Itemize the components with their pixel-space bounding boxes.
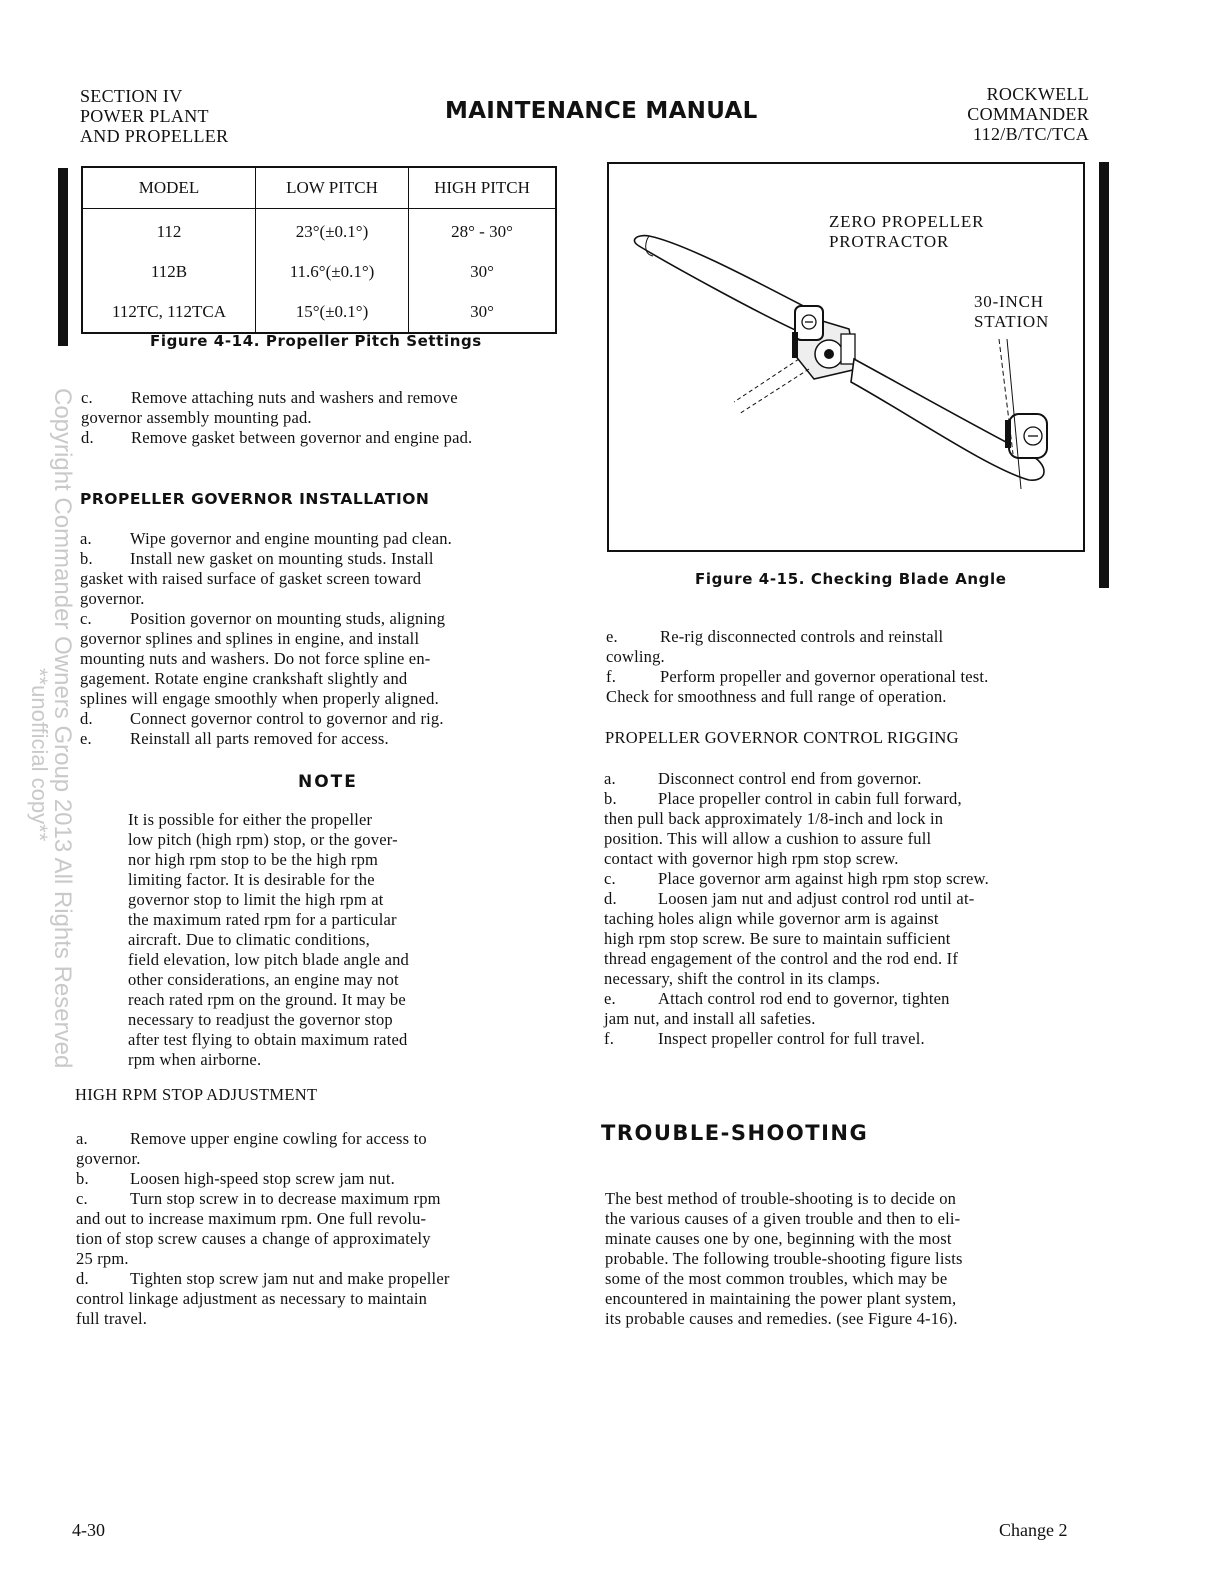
label-line: PROTRACTOR xyxy=(829,232,950,251)
label-line: STATION xyxy=(974,312,1050,331)
note-line: aircraft. Due to climatic conditions, xyxy=(128,930,370,949)
label-line: 30-INCH xyxy=(974,292,1044,311)
step-text: and out to increase maximum rpm. One full revolu- xyxy=(76,1209,427,1228)
model-line: 112/B/TC/TCA xyxy=(973,124,1089,144)
note-line: reach rated rpm on the ground. It may be xyxy=(128,990,406,1009)
model-line: COMMANDER xyxy=(967,104,1089,124)
note-body xyxy=(128,810,548,1070)
table-row xyxy=(82,292,556,333)
figure-blade-angle xyxy=(607,162,1085,552)
table-cell: 112 xyxy=(82,209,256,253)
step-text: Remove attaching nuts and washers and remove xyxy=(131,388,458,407)
table-cell: 15°(±0.1°) xyxy=(256,292,409,333)
high-rpm-heading: HIGH RPM STOP ADJUSTMENT xyxy=(75,1085,318,1104)
body-line: the various causes of a given trouble and then to eli- xyxy=(605,1209,961,1228)
section-line: POWER PLANT xyxy=(80,106,209,126)
step-text: Remove upper engine cowling for access to xyxy=(130,1129,427,1148)
step-text: full travel. xyxy=(76,1309,148,1328)
step-text: splines will engage smoothly when properly aligned. xyxy=(80,689,439,708)
rerig-steps xyxy=(606,627,1106,707)
body-line: The best method of trouble-shooting is to decide on xyxy=(605,1189,957,1208)
table-row xyxy=(82,252,556,292)
step-letter: c. xyxy=(80,609,92,628)
table-row xyxy=(82,209,556,253)
step-text: Wipe governor and engine mounting pad clean. xyxy=(130,529,452,548)
note-line: limiting factor. It is desirable for the xyxy=(128,870,375,889)
step-text: contact with governor high rpm stop screw. xyxy=(604,849,899,868)
step-letter: e. xyxy=(80,729,92,748)
step-letter: d. xyxy=(81,428,94,447)
step-text: Attach control rod end to governor, tighten xyxy=(658,989,950,1008)
table-cell: 30° xyxy=(409,252,557,292)
step-letter: b. xyxy=(76,1169,89,1188)
note-line: necessary to readjust the governor stop xyxy=(128,1010,393,1029)
step-text: cowling. xyxy=(606,647,665,666)
model-line: ROCKWELL xyxy=(986,84,1089,104)
control-rigging-heading: PROPELLER GOVERNOR CONTROL RIGGING xyxy=(605,728,959,747)
installation-steps xyxy=(80,529,580,749)
note-line: after test flying to obtain maximum rated xyxy=(128,1030,408,1049)
step-text: high rpm stop screw. Be sure to maintain sufficient xyxy=(604,929,951,948)
step-letter: c. xyxy=(604,869,616,888)
step-letter: b. xyxy=(80,549,93,568)
table-cell: 112B xyxy=(82,252,256,292)
note-line: It is possible for either the propeller xyxy=(128,810,373,829)
step-text: gasket with raised surface of gasket screen toward xyxy=(80,569,422,588)
table-cell: 23°(±0.1°) xyxy=(256,209,409,253)
step-letter: a. xyxy=(76,1129,88,1148)
body-line: encountered in maintaining the power plant system, xyxy=(605,1289,957,1308)
protractor-label xyxy=(829,212,984,252)
table-cell: 112TC, 112TCA xyxy=(82,292,256,333)
table-cell: 11.6°(±0.1°) xyxy=(256,252,409,292)
step-text: jam nut, and install all safeties. xyxy=(604,1009,816,1028)
troubleshooting-heading: TROUBLE-SHOOTING xyxy=(601,1121,869,1145)
step-text: Install new gasket on mounting studs. Install xyxy=(130,549,434,568)
section-line: AND PROPELLER xyxy=(80,126,229,146)
step-text: control linkage adjustment as necessary to maintain xyxy=(76,1289,428,1308)
step-text: Disconnect control end from governor. xyxy=(658,769,922,788)
step-letter: d. xyxy=(76,1269,89,1288)
step-text: governor splines and splines in engine, and install xyxy=(80,629,420,648)
figure-caption: Figure 4-15. Checking Blade Angle xyxy=(695,570,1007,588)
column-header: LOW PITCH xyxy=(256,167,409,209)
note-heading: NOTE xyxy=(298,772,358,792)
step-letter: f. xyxy=(606,667,617,686)
step-text: thread engagement of the control and the rod end. If xyxy=(604,949,959,968)
step-text: governor assembly mounting pad. xyxy=(81,408,312,427)
step-text: 25 rpm. xyxy=(76,1249,129,1268)
note-line: field elevation, low pitch blade angle and xyxy=(128,950,410,969)
step-text: mounting nuts and washers. Do not force spline en- xyxy=(80,649,431,668)
body-line: probable. The following trouble-shooting figure lists xyxy=(605,1249,963,1268)
note-line: nor high rpm stop to be the high rpm xyxy=(128,850,379,869)
step-text: Place governor arm against high rpm stop screw. xyxy=(658,869,989,888)
step-text: Loosen jam nut and adjust control rod until at- xyxy=(658,889,975,908)
step-letter: a. xyxy=(604,769,616,788)
note-line: the maximum rated rpm for a particular xyxy=(128,910,397,929)
step-text: Connect governor control to governor and rig. xyxy=(130,709,444,728)
section-line: SECTION IV xyxy=(80,86,183,106)
step-text: Check for smoothness and full range of operation. xyxy=(606,687,947,706)
note-line: governor stop to limit the high rpm at xyxy=(128,890,384,909)
page-number: 4-30 xyxy=(72,1520,105,1540)
step-text: Remove gasket between governor and engine pad. xyxy=(131,428,473,447)
step-letter: a. xyxy=(80,529,92,548)
body-line: some of the most common troubles, which may be xyxy=(605,1269,948,1288)
step-letter: e. xyxy=(606,627,618,646)
column-header: MODEL xyxy=(82,167,256,209)
step-letter: d. xyxy=(604,889,617,908)
step-text: gagement. Rotate engine crankshaft slightly and xyxy=(80,669,408,688)
step-letter: f. xyxy=(604,1029,615,1048)
section-label xyxy=(80,86,228,146)
step-letter: d. xyxy=(80,709,93,728)
step-text: Inspect propeller control for full travel. xyxy=(658,1029,925,1048)
step-letter: e. xyxy=(604,989,616,1008)
column-header: HIGH PITCH xyxy=(409,167,557,209)
step-text: Reinstall all parts removed for access. xyxy=(130,729,389,748)
step-text: tion of stop screw causes a change of approximately xyxy=(76,1229,431,1248)
note-line: low pitch (high rpm) stop, or the gover- xyxy=(128,830,398,849)
installation-heading: PROPELLER GOVERNOR INSTALLATION xyxy=(80,490,430,508)
table-cell: 30° xyxy=(409,292,557,333)
table-cell: 28° - 30° xyxy=(409,209,557,253)
step-letter: b. xyxy=(604,789,617,808)
body-line: minate causes one by one, beginning with the most xyxy=(605,1229,952,1248)
pitch-settings-table xyxy=(81,166,557,334)
step-text: Turn stop screw in to decrease maximum rpm xyxy=(130,1189,441,1208)
step-text: Position governor on mounting studs, aligning xyxy=(130,609,446,628)
step-text: governor. xyxy=(76,1149,141,1168)
step-text: governor. xyxy=(80,589,145,608)
step-text: Loosen high-speed stop screw jam nut. xyxy=(130,1169,395,1188)
step-text: necessary, shift the control in its clamps. xyxy=(604,969,881,988)
step-text: then pull back approximately 1/8-inch and lock in xyxy=(604,809,944,828)
troubleshooting-body xyxy=(605,1189,1105,1329)
model-label xyxy=(967,84,1089,144)
station-label xyxy=(974,292,1049,332)
table-header-row xyxy=(82,167,556,209)
step-letter: c. xyxy=(76,1189,88,1208)
step-text: Perform propeller and governor operational test. xyxy=(660,667,989,686)
control-rigging-steps xyxy=(604,769,1114,1049)
step-text: taching holes align while governor arm is against xyxy=(604,909,939,928)
note-line: rpm when airborne. xyxy=(128,1050,262,1069)
body-line: its probable causes and remedies. (see Figure 4-16). xyxy=(605,1309,958,1328)
step-letter: c. xyxy=(81,388,93,407)
change-number: Change 2 xyxy=(999,1520,1068,1540)
note-line: other considerations, an engine may not xyxy=(128,970,399,989)
figure-caption: Figure 4-14. Propeller Pitch Settings xyxy=(150,332,482,350)
change-bar-right xyxy=(1099,162,1109,588)
removal-steps xyxy=(81,388,581,448)
watermark-unofficial: **unofficial copy** xyxy=(27,668,52,842)
page-title: MAINTENANCE MANUAL xyxy=(445,98,758,124)
watermark-copyright: Copyright Commander Owners Group 2013 All Rights Reserved xyxy=(49,388,76,1069)
high-rpm-steps xyxy=(76,1129,576,1329)
step-text: Tighten stop screw jam nut and make propeller xyxy=(130,1269,450,1288)
step-text: Re-rig disconnected controls and reinstall xyxy=(660,627,944,646)
change-bar-left xyxy=(58,168,68,346)
label-line: ZERO PROPELLER xyxy=(829,212,985,231)
step-text: position. This will allow a cushion to assure full xyxy=(604,829,932,848)
step-text: Place propeller control in cabin full forward, xyxy=(658,789,962,808)
